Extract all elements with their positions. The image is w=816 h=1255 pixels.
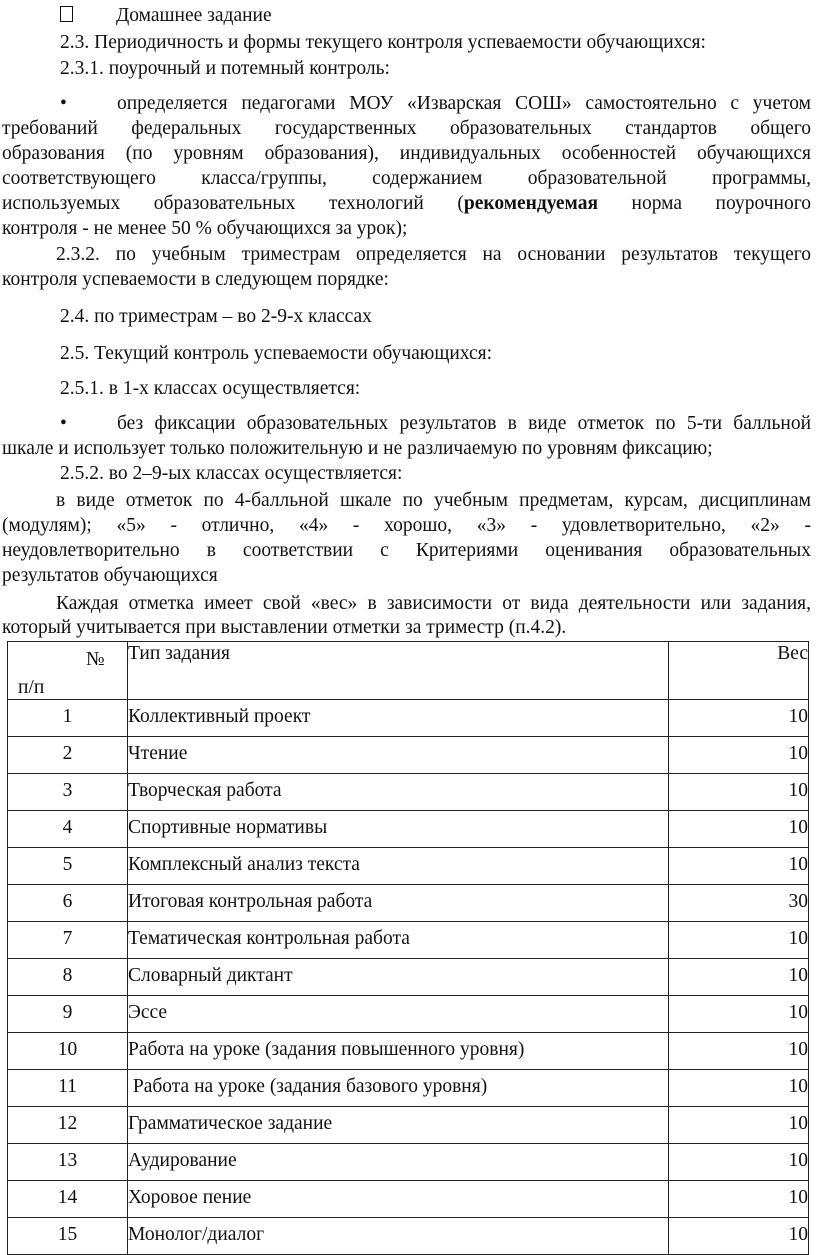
weight-line-2: который учитывается при выставлении отметки за триместр (п.4.2).	[2, 617, 567, 638]
table-header-row	[8, 642, 809, 700]
row-number-cell: 10	[8, 1033, 128, 1070]
table-row	[8, 885, 809, 922]
bullet-1-line-2: требований федеральных государственных образовательных стандартов общего	[2, 118, 811, 139]
row-weight-cell: 10	[669, 848, 809, 885]
homework-title: Домашнее задание	[116, 5, 272, 26]
row-number-cell: 15	[8, 1218, 128, 1255]
weight-line-1: Каждая отметка имеет свой «вес» в зависимости от вида деятельности или задания,	[56, 593, 811, 614]
row-number-cell: 3	[8, 774, 128, 811]
section-2-5-2: 2.5.2. во 2–9-ых классах осуществляется:	[60, 463, 403, 484]
row-type-cell: Словарный диктант	[128, 959, 669, 996]
bullet-1-line-4: соответствующего класса/группы, содержанием образовательной программы,	[2, 168, 811, 189]
table-row	[8, 1107, 809, 1144]
bullet-1-line-3: образования (по уровням образования), индивидуальных особенностей обучающихся	[2, 143, 811, 164]
section-2-4: 2.4. по триместрам – во 2-9-х классах	[60, 306, 372, 327]
row-type-cell: Тематическая контрольная работа	[128, 922, 669, 959]
section-2-5-1: 2.5.1. в 1-х классах осуществляется:	[60, 378, 361, 399]
row-weight-cell: 10	[669, 1218, 809, 1255]
header-number-cell	[8, 642, 128, 700]
section-2-3-1: 2.3.1. поурочный и потемный контроль:	[60, 58, 390, 79]
table-row	[8, 1181, 809, 1218]
row-weight-cell: 10	[669, 1033, 809, 1070]
row-weight-cell: 10	[669, 1070, 809, 1107]
table-row	[8, 996, 809, 1033]
row-type-cell: Итоговая контрольная работа	[128, 885, 669, 922]
scale-line-1: в виде отметок по 4-балльной шкале по учебным предметам, курсам, дисциплинам	[56, 490, 811, 511]
row-weight-cell: 10	[669, 1144, 809, 1181]
bullet-1-line-1: определяется педагогами МОУ «Изварская СОШ» самостоятельно с учетом	[117, 93, 811, 114]
checkbox-icon	[60, 6, 73, 22]
row-type-cell: Хоровое пение	[128, 1181, 669, 1218]
row-type-cell: Аудирование	[128, 1144, 669, 1181]
row-type-cell: Спортивные нормативы	[128, 811, 669, 848]
bullet-1-line-6: контроля - не менее 50 % обучающихся за урок);	[2, 218, 408, 239]
header-number-abbr: п/п	[18, 677, 45, 698]
scale-line-2: (модулям); «5» - отлично, «4» - хорошо, «3» - удовлетворительно, «2» -	[2, 515, 811, 536]
row-weight-cell: 10	[669, 959, 809, 996]
table-row	[8, 1070, 809, 1107]
table-row	[8, 774, 809, 811]
row-type-cell: Эссе	[128, 996, 669, 1033]
homework-heading	[60, 4, 272, 28]
task-weight-table	[7, 641, 809, 1255]
row-number-cell: 9	[8, 996, 128, 1033]
row-type-cell: Творческая работа	[128, 774, 669, 811]
table-row	[8, 1144, 809, 1181]
table-row	[8, 922, 809, 959]
row-number-cell: 5	[8, 848, 128, 885]
table-row	[8, 848, 809, 885]
table-row	[8, 811, 809, 848]
row-type-cell: Грамматическое задание	[128, 1107, 669, 1144]
row-weight-cell: 10	[669, 774, 809, 811]
row-weight-cell: 30	[669, 885, 809, 922]
row-type-cell: Монолог/диалог	[128, 1218, 669, 1255]
bullet-marker: •	[60, 413, 67, 434]
row-weight-cell: 10	[669, 922, 809, 959]
table-row	[8, 1218, 809, 1255]
section-2-3-2-line-1: 2.3.2. по учебным триместрам определяется на основании результатов текущего	[56, 244, 811, 265]
row-number-cell: 4	[8, 811, 128, 848]
bullet-2-line-2: шкале и использует только положительную и не различаемую по уровням фиксацию;	[2, 438, 713, 459]
row-weight-cell: 10	[669, 811, 809, 848]
row-number-cell: 6	[8, 885, 128, 922]
row-weight-cell: 10	[669, 737, 809, 774]
row-number-cell: 11	[8, 1070, 128, 1107]
bold-recommended: рекомендуемая	[463, 193, 599, 214]
scale-line-3: неудовлетворительно в соответствии с Критериями оценивания образовательных	[2, 540, 811, 561]
table-row	[8, 1033, 809, 1070]
table-row	[8, 700, 809, 737]
bullet-2-line-1: без фиксации образовательных результатов в виде отметок по 5-ти балльной	[117, 413, 811, 434]
table-row	[8, 737, 809, 774]
section-2-5: 2.5. Текущий контроль успеваемости обучающихся:	[60, 343, 493, 364]
row-weight-cell: 10	[669, 1107, 809, 1144]
row-number-cell: 12	[8, 1107, 128, 1144]
row-number-cell: 2	[8, 737, 128, 774]
header-number-sign: №	[86, 649, 105, 670]
bullet-marker: •	[60, 93, 67, 114]
header-type-cell: Тип задания	[128, 642, 669, 700]
row-number-cell: 8	[8, 959, 128, 996]
row-type-cell: Работа на уроке (задания базового уровня)	[128, 1070, 669, 1107]
row-number-cell: 14	[8, 1181, 128, 1218]
row-type-cell: Коллективный проект	[128, 700, 669, 737]
bullet-1-line-5: используемых образовательных технологий (рекомендуемая норма поурочного	[2, 193, 811, 214]
section-2-3: 2.3. Периодичность и формы текущего контроля успеваемости обучающихся:	[60, 32, 706, 53]
section-2-3-2-line-2: контроля успеваемости в следующем порядке:	[2, 269, 389, 290]
row-weight-cell: 10	[669, 996, 809, 1033]
row-weight-cell: 10	[669, 1181, 809, 1218]
scale-line-4: результатов обучающихся	[2, 565, 218, 586]
row-type-cell: Комплексный анализ текста	[128, 848, 669, 885]
row-number-cell: 13	[8, 1144, 128, 1181]
row-type-cell: Чтение	[128, 737, 669, 774]
table-row	[8, 959, 809, 996]
row-weight-cell: 10	[669, 700, 809, 737]
row-number-cell: 7	[8, 922, 128, 959]
row-number-cell: 1	[8, 700, 128, 737]
header-weight-cell: Вес	[669, 642, 809, 700]
row-type-cell: Работа на уроке (задания повышенного уровня)	[128, 1033, 669, 1070]
